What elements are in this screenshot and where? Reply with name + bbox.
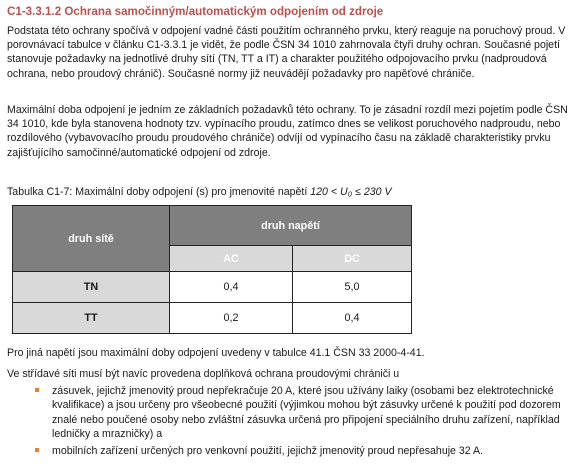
header-dc: DC [293,246,412,272]
disconnect-time-table [12,205,412,334]
list-item [7,384,573,442]
cell-tn-ac: 0,4 [170,272,293,303]
table-caption [7,186,392,198]
table-row [13,303,412,334]
list-item [7,444,573,458]
cell-tt-dc: 0,4 [293,303,412,334]
header-network-type: druh sítě [13,206,170,272]
table-caption-condition: 120 < U₀ ≤ 230 V [310,186,392,198]
table-row [13,272,412,303]
bullet-list [7,384,573,460]
cell-tt-ac: 0,2 [170,303,293,334]
paragraph-other-voltages: Pro jiná napětí jsou maximální doby odpojení uvedeny v tabulce 41.1 ČSN 33 2000-4-41. [7,347,425,359]
square-bullet-icon [35,388,39,392]
list-item-text: mobilních zařízení určených pro venkovní použití, jejichž jmenovitý proud nepřesahuje 32 A. [52,444,484,457]
paragraph-intro: Podstata této ochrany spočívá v odpojení vadné části použitím ochranného prvku, který reaguje na poruchový proud. V porovnávací tabulce v článku C1-3.3.1 je vidět, že podle ČSN 34 1010 zahrnovala čtyři druhy ochran. Současné pojetí stanovuje požadavky na jednotlivé druhy sítí (TN, TT a IT) a charakter použitého odpojovacího prvku (nadproudová ochrana, nebo proudový chránič). Současné normy již neuvádějí požadavky pro napěťové chrániče. [7,25,566,80]
list-item-text: zásuvek, jejichž jmenovitý proud nepřekračuje 20 A, které jsou užívány laiky (osobami bez elektrotechnické kvalifikace) a jsou určeny pro všeobecné použití (výjimkou mohou být zásuvky určené k použití pod dozorem znalé nebo poučené osoby nebo zvláštní zásuvka určená pro připojení speciálního druhu zařízení, například ledničky a mrazničky) a [52,385,561,441]
paragraph-additional-protection: Ve střídavé síti musí být navíc provedena doplňková ochrana proudovými chrániči u [7,368,400,380]
paragraph-disconnect-time: Maximální doba odpojení je jedním ze základních požadavků této ochrany. To je zásadní rozdíl mezi pojetím podle ČSN 34 1010, kde byla stanovena hodnoty tzv. vypínacího proudu, zatímco dnes se velikost poruchového nadproudu, nebo rozdílového (vybavovacího proudu proudového chrániče) odvíjí od vypínacího času na základě charakteristiky prvku zajišťujícího samočinné/automatické odpojení od zdroje. [7,104,568,159]
header-ac: AC [170,246,293,272]
header-voltage-type: druh napětí [170,206,412,246]
row-label-tt: TT [13,303,170,334]
cell-tn-dc: 5,0 [293,272,412,303]
table-caption-prefix: Tabulka C1-7: Maximální doby odpojení (s) pro jmenovité napětí [7,186,311,198]
section-title: C1-3.3.1.2 Ochrana samočinným/automatickým odpojením od zdroje [7,5,384,18]
row-label-tn: TN [13,272,170,303]
square-bullet-icon [35,448,39,452]
